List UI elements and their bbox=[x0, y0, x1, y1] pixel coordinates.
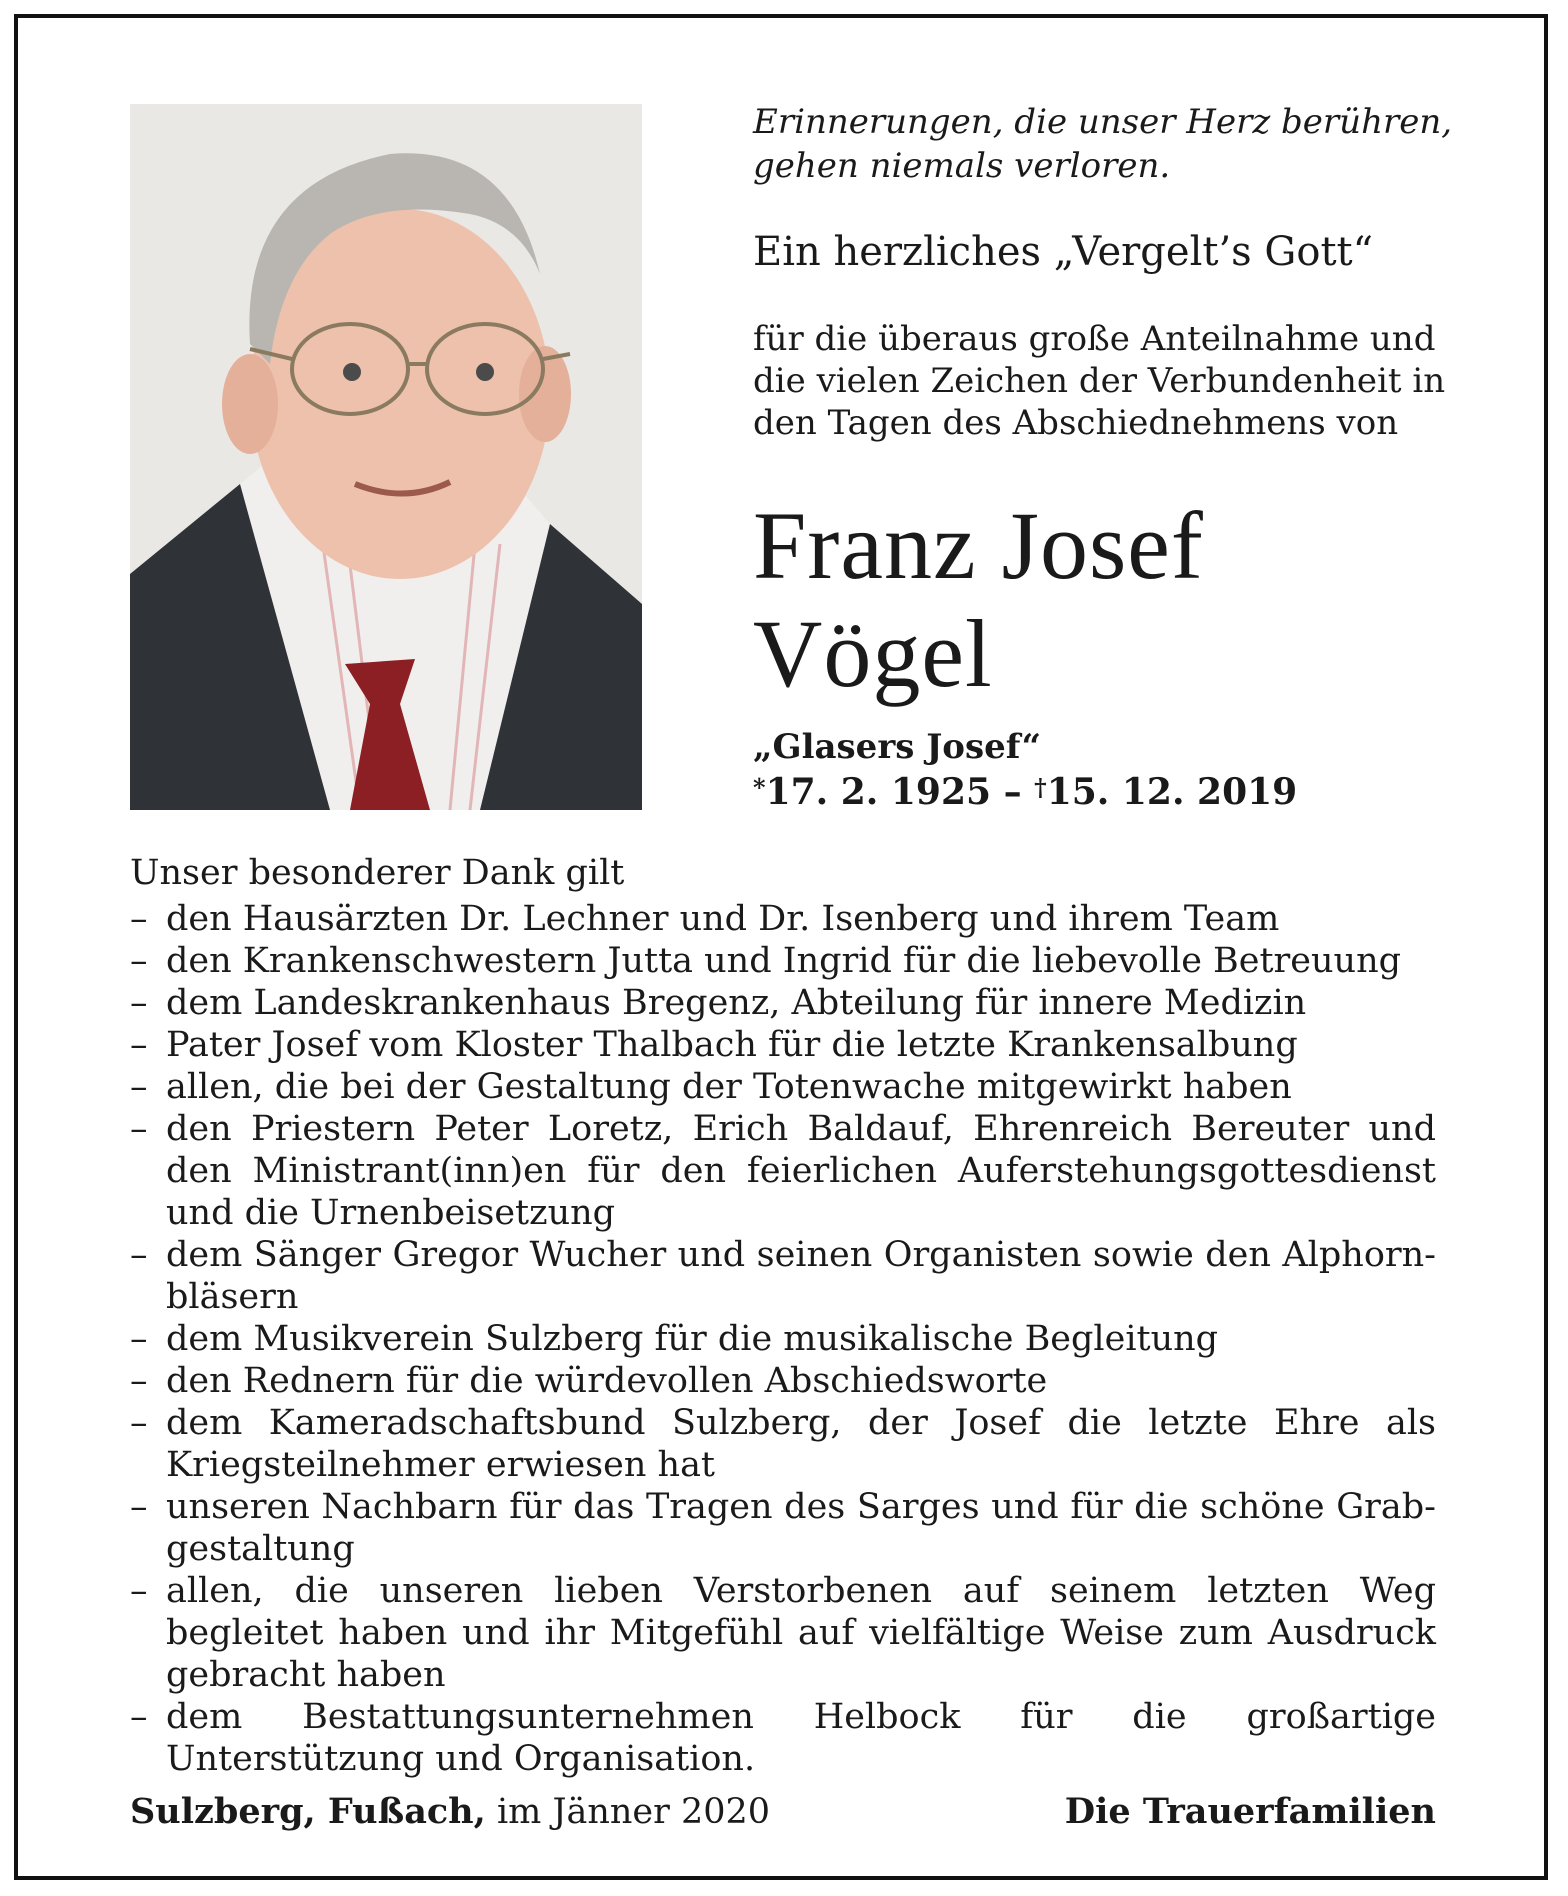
birth-symbol: * bbox=[753, 773, 766, 802]
date-separator: – bbox=[991, 771, 1035, 813]
list-item: – den Hausärzten Dr. Lechner und Dr. Isenberg und ihrem Team bbox=[130, 899, 1280, 939]
gratitude-heading: Unser besonderer Dank gilt bbox=[130, 853, 625, 893]
gratitude-list bbox=[130, 898, 1436, 1780]
signature: Die Trauerfamilien bbox=[1064, 1791, 1436, 1832]
death-date: 15. 12. 2019 bbox=[1046, 771, 1298, 813]
list-item: – den Rednern für die würdevollen Abschiedsworte bbox=[130, 1361, 1048, 1401]
list-item: – dem Kameradschaftsbund Sulzberg, der Josef die letzte Ehre als Kriegsteilnehmer erwiesen hat bbox=[130, 1403, 1436, 1485]
date: im Jänner 2020 bbox=[485, 1792, 771, 1832]
dash-icon: – bbox=[130, 1571, 148, 1611]
deceased-name bbox=[753, 492, 1204, 708]
thanks-intro bbox=[753, 318, 1445, 444]
memorial-poem bbox=[753, 100, 1452, 188]
dash-icon: – bbox=[130, 1697, 148, 1737]
portrait-photo bbox=[130, 104, 642, 810]
deceased-first-names: Franz Josef bbox=[753, 492, 1204, 599]
dash-icon: – bbox=[130, 941, 148, 981]
deceased-surname: Vögel bbox=[753, 600, 993, 707]
intro-line-2: die vielen Zeichen der Verbundenheit in bbox=[753, 361, 1446, 401]
dash-icon: – bbox=[130, 1025, 148, 1065]
list-item: – dem Landeskrankenhaus Bregenz, Abteilung für innere Medizin bbox=[130, 983, 1307, 1023]
life-dates bbox=[753, 770, 1297, 814]
dash-icon: – bbox=[130, 1109, 148, 1149]
intro-line-3: den Tagen des Abschiednehmens von bbox=[753, 403, 1399, 443]
place-and-date bbox=[130, 1790, 770, 1834]
gratitude-section bbox=[130, 852, 1436, 1780]
dash-icon: – bbox=[130, 1361, 148, 1401]
list-item: – allen, die unseren lieben Verstorbenen auf seinem letzten Weg begleitet haben und ihr Mitgefühl auf vielfältige Weise zum Ausdruck gebracht haben bbox=[130, 1571, 1436, 1695]
list-item: – den Krankenschwestern Jutta und Ingrid für die liebevolle Betreuung bbox=[130, 941, 1402, 981]
deceased-nickname: „Glasers Josef“ bbox=[753, 727, 1042, 767]
dash-icon: – bbox=[130, 1067, 148, 1107]
portrait-photo-icon bbox=[130, 104, 642, 810]
dash-icon: – bbox=[130, 899, 148, 939]
thanks-heading: Ein herzliches „Vergelt’s Gott“ bbox=[753, 229, 1374, 275]
list-item: – dem Musikverein Sulzberg für die musikalische Begleitung bbox=[130, 1319, 1219, 1359]
poem-line-1: Erinnerungen, die unser Herz berühren, bbox=[753, 102, 1453, 142]
list-item: – Pater Josef vom Kloster Thalbach für die letzte Krankensalbung bbox=[130, 1025, 1298, 1065]
dash-icon: – bbox=[130, 1403, 148, 1443]
birth-date: 17. 2. 1925 bbox=[765, 771, 992, 813]
dash-icon: – bbox=[130, 1235, 148, 1275]
list-item: – dem Bestattungsunternehmen Helbock für die großartige Unterstützung und Organisation. bbox=[130, 1697, 1436, 1779]
poem-line-2: gehen niemals verloren. bbox=[753, 146, 1171, 186]
dash-icon: – bbox=[130, 983, 148, 1023]
death-symbol-icon: † bbox=[1034, 773, 1047, 802]
list-item: – den Priestern Peter Loretz, Erich Baldauf, Ehrenreich Bereuter und den Ministrant(inn)en für den feierlichen Auferstehungsgottesdienst und die Urnenbeisetzung bbox=[130, 1109, 1436, 1233]
dash-icon: – bbox=[130, 1487, 148, 1527]
intro-line-1: für die überaus große Anteilnahme und bbox=[753, 319, 1436, 359]
list-item: – allen, die bei der Gestaltung der Totenwache mitgewirkt haben bbox=[130, 1067, 1292, 1107]
places: Sulzberg, Fußach, bbox=[130, 1791, 486, 1832]
list-item: – dem Sänger Gregor Wucher und seinen Organisten sowie den Alphornbläsern bbox=[130, 1235, 1436, 1317]
dash-icon: – bbox=[130, 1319, 148, 1359]
list-item: – unseren Nachbarn für das Tragen des Sarges und für die schöne Grabgestaltung bbox=[130, 1487, 1436, 1569]
